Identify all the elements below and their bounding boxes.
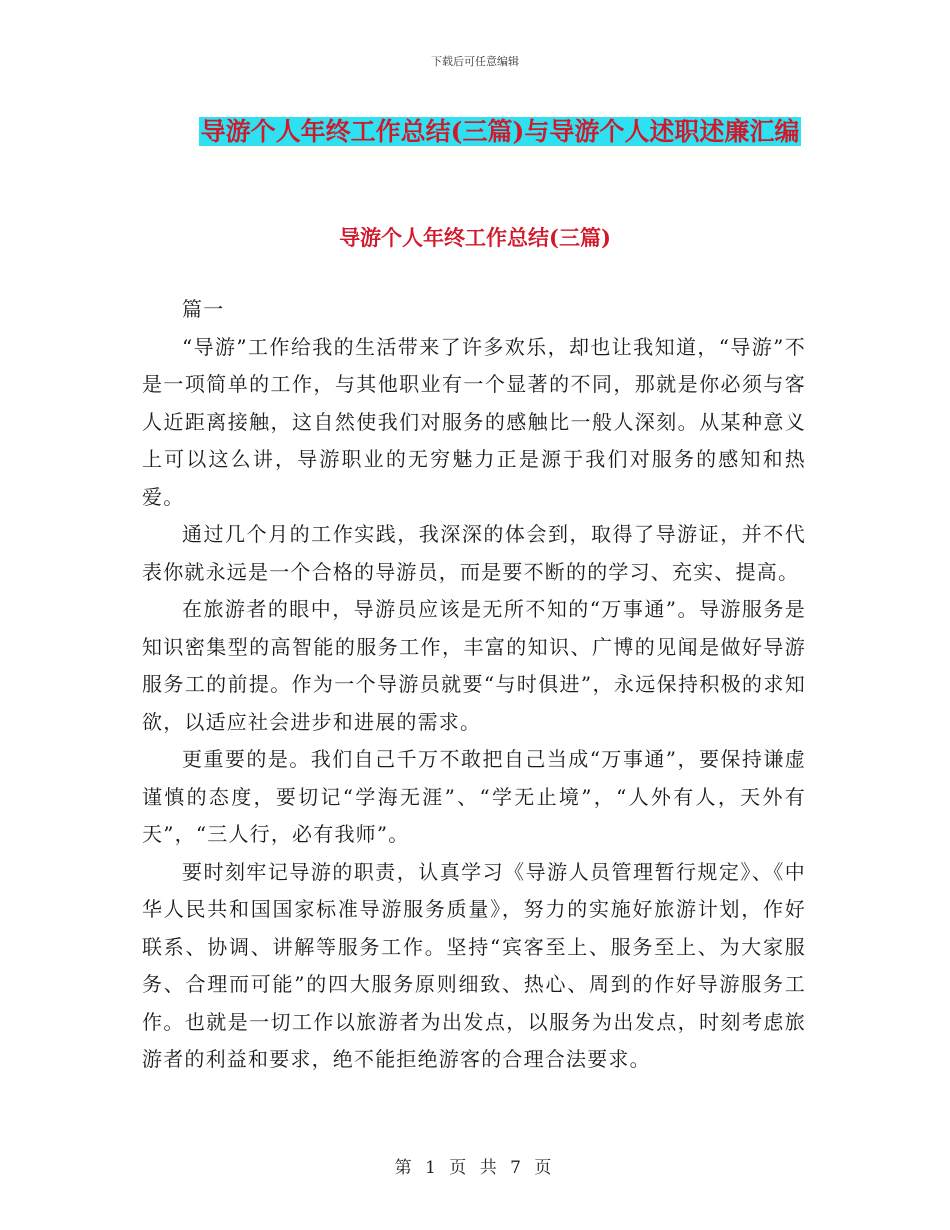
document-title: [190, 110, 810, 154]
paragraph: 通过几个月的工作实践，我深深的体会到，取得了导游证，并不代表你就永远是一个合格的导游员，而是要不断的的学习、充实、提高。: [142, 522, 806, 584]
section-title: 导游个人年终工作总结(三篇): [339, 225, 611, 250]
body-text: [142, 291, 806, 1079]
document-title-text: 导游个人年终工作总结(三篇)与导游个人述职述廉汇编: [200, 117, 800, 146]
header-note: 下载后可任意编辑: [431, 55, 519, 68]
paragraph: 在旅游者的眼中，导游员应该是无所不知的“万事通”。导游服务是知识密集型的高智能的服务工作，丰富的知识、广博的见闻是做好导游服务工的前提。作为一个导游员就要“与时俱进”，永远保持积极的求知欲，以适应社会进步和进展的需求。: [142, 597, 806, 734]
paragraph: 要时刻牢记导游的职责，认真学习《导游人员管理暂行规定》、《中华人民共和国国家标准导游服务质量》，努力的实施好旅游计划，作好联系、协调、讲解等服务工作。坚持“宾客至上、服务至上、为大家服务、合理而可能”的四大服务原则细致、热心、周到的作好导游服务工作。也就是一切工作以旅游者为出发点，以服务为出发点，时刻考虑旅游者的利益和要求，绝不能拒绝游客的合理合法要求。: [142, 859, 806, 1071]
paragraph-heading: 篇一: [182, 297, 225, 321]
paragraph: 更重要的是。我们自己千万不敢把自己当成“万事通”，要保持谦虚谨慎的态度，要切记“学海无涯”、“学无止境”，“人外有人，天外有天”，“三人行，必有我师”。: [142, 747, 806, 846]
page-number-footer: 第 1 页 共 7 页: [394, 1158, 556, 1178]
paragraph: “导游”工作给我的生活带来了许多欢乐，却也让我知道，“导游”不是一项简单的工作，与其他职业有一个显著的不同，那就是你必须与客人近距离接触，这自然使我们对服务的感触比一般人深刻。从某种意义上可以这么讲，导游职业的无穷魅力正是源于我们对服务的感知和热爱。: [142, 334, 806, 509]
